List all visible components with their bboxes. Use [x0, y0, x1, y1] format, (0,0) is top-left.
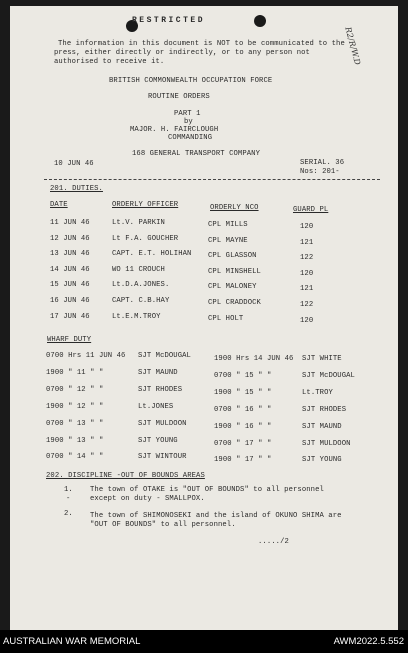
wharf-shift-time: 0700 " 13 " " — [46, 419, 104, 428]
punch-hole — [254, 15, 266, 27]
unit-name: 168 GENERAL TRANSPORT COMPANY — [132, 150, 260, 158]
duty-date: 15 JUN 46 — [50, 281, 90, 290]
duty-orderly-officer: Lt F.A. GOUCHER — [112, 234, 179, 243]
footer-institution: AUSTRALIAN WAR MEMORIAL — [3, 636, 141, 647]
wharf-shift-time: 1900 " 17 " " — [214, 456, 272, 465]
wharf-shift-time: 1900 " 16 " " — [214, 422, 272, 431]
duty-orderly-nco: CPL MALONEY — [208, 283, 257, 292]
wharf-shift-time: 0700 Hrs 11 JUN 46 — [46, 352, 126, 360]
duty-guard-pl: 120 — [300, 223, 314, 231]
wharf-duty-person: SJT WHITE — [302, 355, 342, 363]
notice-line-2: press, either directly or indirectly, or to any person not — [54, 49, 310, 57]
duty-guard-pl: 122 — [300, 301, 314, 309]
commander-name: MAJOR. H. FAIRCLOUGH — [130, 126, 219, 134]
wharf-shift-time: 0700 " 12 " " — [46, 385, 104, 394]
duty-guard-pl: 121 — [300, 238, 314, 247]
notice-line-3: authorised to receive it. — [54, 58, 165, 66]
wharf-duty-person: Lt.JONES — [138, 402, 174, 411]
divider — [44, 179, 380, 180]
duty-date: 16 JUN 46 — [50, 297, 90, 305]
wharf-duty-person: SJT RHODES — [138, 385, 183, 394]
commanding-label: COMMANDING — [168, 134, 213, 142]
serial-number: SERIAL. 36 — [300, 159, 345, 167]
duty-orderly-nco: CPL MILLS — [208, 221, 248, 229]
wharf-shift-time: 1900 " 11 " " — [46, 368, 104, 377]
wharf-duty-person: Lt.TROY — [302, 388, 333, 397]
discipline-heading: 202. DISCIPLINE -OUT OF BOUNDS AREAS — [46, 472, 205, 480]
duty-date: 17 JUN 46 — [50, 312, 90, 321]
wharf-duty-person: SJT McDOUGAL — [302, 371, 355, 380]
duty-orderly-nco: CPL CRADDOCK — [208, 299, 261, 307]
duty-guard-pl: 120 — [300, 316, 314, 325]
item-1-line-2: except on duty - SMALLPOX. — [90, 495, 205, 503]
wharf-duty-person: SJT MULDOON — [302, 439, 351, 448]
wharf-duty-person: SJT MAUND — [138, 368, 178, 377]
by-label: by — [184, 118, 193, 126]
duty-date: 14 JUN 46 — [50, 265, 90, 274]
duty-orderly-officer: Lt.V. PARKIN — [112, 219, 165, 227]
duty-orderly-nco: CPL HOLT — [208, 314, 244, 323]
item-2-line-2: "OUT OF BOUNDS" to all personnel. — [90, 521, 236, 529]
col-header-guard-pl: GUARD PL — [293, 206, 329, 214]
wharf-duty-person: SJT RHODES — [302, 405, 347, 414]
duty-date: 13 JUN 46 — [50, 250, 90, 259]
item-2-number: 2. — [64, 510, 73, 518]
duty-orderly-nco: CPL MINSHELL — [208, 267, 261, 276]
duty-date: 12 JUN 46 — [50, 234, 90, 243]
part-number: PART 1 — [174, 110, 201, 118]
item-1-line-1: The town of OTAKE is "OUT OF BOUNDS" to all personnel — [90, 486, 324, 494]
col-header-orderly-nco: ORDERLY NCO — [210, 204, 259, 212]
duty-orderly-officer: CAPT. C.B.HAY — [112, 297, 170, 305]
order-date: 10 JUN 46 — [54, 160, 94, 168]
wharf-duty-person: SJT YOUNG — [138, 436, 178, 445]
duty-orderly-officer: CAPT. E.T. HOLIHAN — [112, 250, 192, 259]
wharf-shift-time: 1900 Hrs 14 JUN 46 — [214, 355, 294, 363]
wharf-duty-person: SJT McDOUGAL — [138, 352, 191, 360]
duty-orderly-nco: CPL GLASSON — [208, 252, 257, 261]
classification-heading: RESTRICTED — [132, 16, 206, 25]
wharf-duty-person: SJT WINTOUR — [138, 453, 187, 462]
wharf-duty-heading: WHARF DUTY — [47, 336, 92, 344]
document-type: ROUTINE ORDERS — [148, 93, 210, 101]
wharf-duty-person: SJT YOUNG — [302, 456, 342, 465]
wharf-shift-time: 1900 " 12 " " — [46, 402, 104, 411]
duty-orderly-officer: WO 11 CROUCH — [112, 265, 165, 274]
wharf-shift-time: 0700 " 15 " " — [214, 371, 272, 380]
duty-guard-pl: 120 — [300, 269, 314, 278]
item-1-dash: - — [66, 495, 71, 503]
col-header-date: DATE — [50, 201, 68, 209]
wharf-shift-time: 0700 " 17 " " — [214, 439, 272, 448]
continued-marker: .....​/2 — [258, 538, 289, 546]
duty-guard-pl: 121 — [300, 285, 314, 294]
wharf-duty-person: SJT MULDOON — [138, 419, 187, 428]
duty-date: 11 JUN 46 — [50, 219, 90, 227]
wharf-shift-time: 1900 " 15 " " — [214, 388, 272, 397]
item-2-line-1: The town of SHIMONOSEKI and the island of OKUNO SHIMA are — [90, 512, 342, 520]
notice-line-1: The information in this document is NOT to be communicated to the — [58, 40, 345, 48]
footer-accession-number: AWM2022.5.552 — [333, 636, 404, 647]
order-nos: Nos: 201- — [300, 168, 340, 176]
archive-footer — [0, 630, 408, 653]
duty-orderly-officer: Lt.D.A.JONES. — [112, 281, 170, 290]
wharf-duty-person: SJT MAUND — [302, 422, 342, 431]
handwritten-reference: R2/R/W.D — [343, 26, 363, 67]
wharf-shift-time: 1900 " 13 " " — [46, 436, 104, 445]
item-1-number: 1. — [64, 486, 73, 494]
wharf-shift-time: 0700 " 14 " " — [46, 453, 104, 462]
force-name: BRITISH COMMONWEALTH OCCUPATION FORCE — [109, 77, 273, 85]
duties-heading: 201. DUTIES. — [50, 185, 103, 193]
wharf-shift-time: 0700 " 16 " " — [214, 405, 272, 414]
col-header-orderly-officer: ORDERLY OFFICER — [112, 201, 179, 209]
duty-orderly-officer: Lt.E.M.TROY — [112, 312, 161, 321]
duty-guard-pl: 122 — [300, 254, 314, 263]
duty-orderly-nco: CPL MAYNE — [208, 236, 248, 245]
